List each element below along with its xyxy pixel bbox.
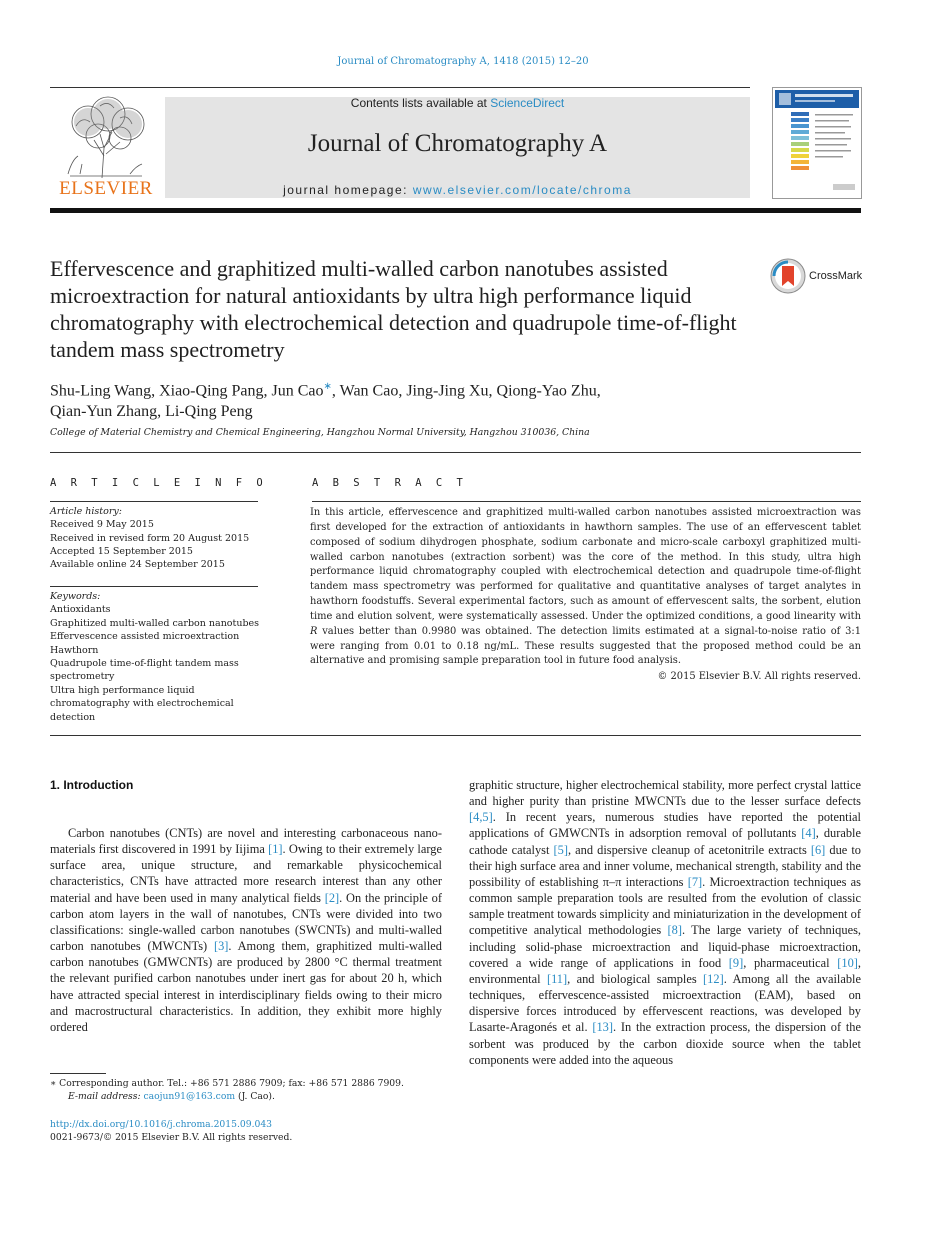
body-text: . Among all the available techniques, effervescence-assisted microextraction (EAM), based on dispersive forces introduced by effervescent reactions, was developed by Lasarte-Aragonés et al. [469, 971, 861, 1035]
abstract-text [310, 506, 861, 669]
footnote [50, 1077, 442, 1104]
issn-line: 0021-9673/© 2015 Elsevier B.V. All rights reserved. [50, 1132, 293, 1143]
body-column-left [50, 825, 442, 1035]
body-text: . Owing to their extremely large surface area, unique structure, and remarkable physicochemical characteristics, CNTs have attracted more research interest than any other material and have been used in many analytical fields [50, 842, 442, 905]
history-item: Available online 24 September 2015 [50, 559, 225, 571]
body-text: , and biological samples [567, 971, 704, 986]
citation-link[interactable]: [2] [324, 890, 340, 905]
divider [50, 452, 861, 453]
keyword: spectrometry [50, 671, 115, 683]
keyword: Ultra high performance liquid [50, 684, 195, 696]
citation-link[interactable]: [9] [728, 955, 744, 970]
crossmark-label: CrossMark [809, 270, 863, 282]
body-text: graphitic structure, higher electrochemical stability, more perfect crystal lattice and higher purity than pristine MWCNTs due to the lesser surface defects [469, 778, 861, 809]
body-text: , pharmaceutical [743, 955, 838, 970]
abstract-part2: values better than 0.9980 was obtained. The detection limits estimated at a signal-to-noise ratio of 3:1 were ranging from 0.01 to 0.18 ng/mL. These results suggested that the proposed method could be an alternative and promising sample preparation tool in future food analysis. [310, 625, 861, 667]
citation-link[interactable]: [4,5] [469, 810, 493, 825]
keyword: Hawthorn [50, 644, 99, 656]
keywords [50, 590, 265, 724]
keyword: detection [50, 711, 96, 723]
elsevier-logo [50, 96, 162, 200]
abstract-heading: A B S T R A C T [312, 477, 467, 489]
citation-link[interactable]: [7] [687, 874, 703, 889]
authors-line2: Qian-Yun Zhang, Li-Qing Peng [50, 403, 253, 421]
contents-prefix: Contents lists available at [350, 96, 491, 110]
homepage-prefix: journal homepage: [283, 183, 413, 197]
crossmark-badge[interactable] [770, 258, 865, 296]
citation-link[interactable]: [4] [801, 826, 816, 841]
divider [50, 586, 258, 587]
cover-image [773, 88, 861, 198]
body-text: , durable cathode catalyst [469, 826, 861, 857]
body-text: . The large variety of techniques, including solid-phase microextraction and liquid-phase microextraction, covered a wide range of applications in food [469, 923, 861, 970]
contents-line [165, 96, 750, 110]
footnote-rule [50, 1073, 106, 1074]
divider [50, 735, 861, 736]
header-rule [50, 87, 750, 88]
article-history [50, 505, 260, 571]
body-text: . In recent years, numerous studies have reported the potential applications of GMWCNTs in adsorption removal of pollutants [469, 810, 861, 841]
keyword: Effervescence assisted microextraction [50, 631, 240, 643]
body-text: Carbon nanotubes (CNTs) are novel and interesting carbonaceous nano-materials first discovered in 1991 by Iijima [50, 826, 442, 857]
citation-link[interactable]: [13] [592, 1020, 613, 1035]
citation-link[interactable]: [12] [703, 971, 724, 986]
keyword: Antioxidants [50, 604, 111, 616]
author-list [50, 376, 770, 422]
sciencedirect-link[interactable]: ScienceDirect [490, 96, 565, 110]
journal-citation[interactable]: Journal of Chromatography A, 1418 (2015) 12–20 [337, 56, 589, 67]
divider [50, 501, 258, 502]
affiliation: College of Material Chemistry and Chemical Engineering, Hangzhou Normal University, Hangzhou 310036, China [50, 427, 590, 438]
citation-link[interactable]: [1] [268, 842, 283, 857]
corresponding-author-link[interactable]: ∗ [323, 381, 332, 392]
crossmark-icon [770, 258, 806, 294]
body-text: . Among them, graphitized multi-walled carbon nanotubes (GMWCNTs) are produced by 2800 °C thermal treatment the relevant purified carbon nanotubes under inert gas for about 20 h, which have attracted special interest in interdisciplinary fields owing to their micro and macrostructural characteristics. In addition, they exhibit more highly ordered [50, 939, 442, 1034]
citation-link[interactable]: [6] [810, 842, 826, 857]
journal-name: Journal of Chromatography A [307, 130, 608, 157]
body-text: . In the extraction process, the dispersion of the sorbent was produced by the carbon dioxide source when the tablet components were added into the aqueous [469, 1020, 861, 1067]
body-text: , environmental [469, 955, 862, 986]
email-suffix: (J. Cao). [235, 1091, 275, 1103]
masthead-rule [50, 208, 861, 213]
body-text: , and dispersive cleanup of acetonitrile extracts [567, 842, 811, 857]
divider [312, 501, 861, 502]
homepage-line [165, 183, 750, 197]
body-text: . Microextraction techniques as common sample preparation tools are resulted from the evolution of classic sample treatment towards simplicity and miniaturization in the development of competitive analytical methodologies [469, 874, 861, 938]
keywords-heading: Keywords: [50, 591, 101, 602]
citation-link[interactable]: [11] [546, 971, 568, 986]
citation-link[interactable]: [3] [213, 939, 229, 954]
email-label: E-mail address: [68, 1091, 141, 1103]
citation-link[interactable]: [10] [837, 955, 858, 970]
r-symbol: R [310, 625, 318, 637]
citation-link[interactable]: [5] [553, 842, 568, 857]
article-title: Effervescence and graphitized multi-walled carbon nanotubes assisted microextraction for natural antioxidants by ultra high performance liquid chromatography with electrochemical detection and quadrupole time-of-flight tandem mass spectrometry [50, 256, 737, 362]
abstract-part1: In this article, effervescence and graphitized multi-walled carbon nanotubes assisted microextraction was first developed for the extraction of antioxidants in hawthorn samples. The use of an effervescent tablet composed of sodium dihydrogen phosphate, sodium carbonate and micro-scale carboxyl graphitized multi-walled carbon nanotubes (extraction sorbent) was the core of the method. In this study, ultra high performance liquid chromatography coupled with electrochemical detection and quadrupole time-of-flight tandem mass spectrometry was performed for qualitative and quantitative analyses of target analytes in hawthorn foodstuffs. Several experimental factors, such as amount of effervescent salts, the sorbent, elution time and elution solvent, were systematically assessed. Under the optimized conditions, a good linearity with [310, 507, 861, 622]
history-heading: Article history: [50, 506, 122, 517]
body-text: due to their high surface area and inner volume, mechanical strength, stability and the possibility of establishing π–π interactions [469, 842, 861, 889]
article-info-heading: A R T I C L E I N F O [50, 477, 267, 489]
journal-cover-thumbnail[interactable] [772, 87, 862, 199]
authors-part2: , Wan Cao, Jing-Jing Xu, Qiong-Yao Zhu, [331, 382, 601, 400]
elsevier-tree-icon [50, 96, 162, 180]
history-item: Accepted 15 September 2015 [50, 545, 193, 557]
abstract-copyright: © 2015 Elsevier B.V. All rights reserved. [657, 671, 861, 682]
history-item: Received 9 May 2015 [50, 519, 154, 531]
body-column-right [469, 777, 861, 1068]
body-text: . On the principle of carbon atom layers in the wall of nanotubes, CNTs were divided into two classifications: single-walled carbon nanotubes (SWCNTs) and multi-walled carbon nanotubes (MWCNTs) [50, 890, 442, 954]
history-item: Received in revised form 20 August 2015 [50, 532, 250, 544]
corresponding-author-note: ∗ Corresponding author. Tel.: +86 571 2886 7909; fax: +86 571 2886 7909. [50, 1078, 404, 1089]
keyword: Graphitized multi-walled carbon nanotubes [50, 617, 260, 629]
homepage-link[interactable]: www.elsevier.com/locate/chroma [412, 183, 632, 197]
citation-link[interactable]: [8] [667, 923, 682, 938]
keyword: chromatography with electrochemical [50, 698, 234, 710]
section-heading-introduction: 1. Introduction [50, 778, 134, 792]
keyword: Quadrupole time-of-flight tandem mass [50, 658, 239, 670]
elsevier-wordmark: ELSEVIER [59, 178, 153, 199]
doi-link[interactable]: http://dx.doi.org/10.1016/j.chroma.2015.09.043 [50, 1119, 273, 1130]
email-link[interactable]: caojun91@163.com [143, 1091, 236, 1103]
authors-part1: Shu-Ling Wang, Xiao-Qing Pang, Jun Cao [50, 382, 324, 400]
